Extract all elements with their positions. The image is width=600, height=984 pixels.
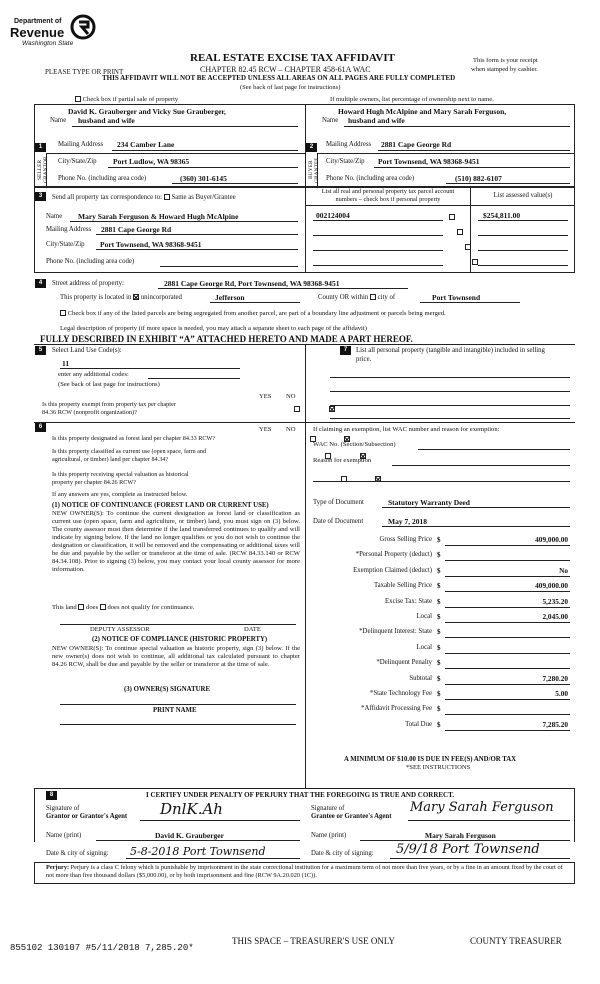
tax-line-rule	[445, 607, 570, 608]
doc-type: Statutory Warranty Deed	[388, 498, 470, 507]
seller-phone-label: Phone No. (including area code)	[58, 175, 147, 182]
seller-mailing-label: Mailing Address	[58, 141, 104, 148]
seller-name-label: Name	[50, 117, 67, 124]
tax-line-value: 7,285.20	[542, 719, 568, 729]
warning-line: THIS AFFIDAVIT WILL NOT BE ACCEPTED UNLESS ALL AREAS ON ALL PAGES ARE FULLY COMPLETED	[102, 74, 456, 82]
seller-city-label: City/State/Zip	[58, 158, 97, 165]
section-5-badge: 5	[35, 346, 46, 355]
land-qualifies[interactable]: This land does does not qualify for continuance.	[52, 604, 195, 611]
tax-line-dollar: $	[437, 690, 441, 698]
parcel-number: 002124004	[316, 211, 350, 220]
tax-line-label: Local	[416, 643, 432, 651]
grantee-name-label: Name (print)	[311, 832, 347, 839]
personal-prop-label-1: List all personal property (tangible and intangible) included in selling	[356, 347, 545, 354]
notice1-text: NEW OWNER(S): To continue the current designation as forest land or classification as current use (open space, farm and agriculture, or timber) land, you must sign on (3) below. The county assessor must then determine if the land transferred continues to qualify and will indicate by signing below. If the land no longer qualifies or you do not wish to continue the designation or classification, it will be removed and the compensating or additional taxes will be due and payable by the seller or transferor at the time of sale. (RCW 84.33.140 or RCW 84.34.108). Prior to signing (3) below, you may contact your local county assessor for more information.	[52, 510, 300, 573]
additional-codes: enter any additional codes:	[58, 371, 129, 378]
grantor-name: David K. Grauberger	[155, 831, 224, 840]
county-name: Jefferson	[215, 293, 245, 302]
print-name-label: PRINT NAME	[153, 707, 197, 714]
buyer-city: Port Townsend, WA 98368-9451	[378, 157, 480, 166]
s3-name-label: Name	[46, 213, 63, 220]
reason-label: Reason for exemption	[313, 457, 372, 464]
tax-line-rule	[445, 560, 570, 561]
page-subtitle: CHAPTER 82.45 RCW – CHAPTER 458-61A WAC	[200, 65, 371, 74]
seller-name-1: David K. Grauberger and Vicky Sue Grauberger,	[68, 107, 226, 116]
s3-mailing-label: Mailing Address	[46, 226, 92, 233]
s6-q2b: agricultural, or timber) land per chapter 84.34?	[52, 456, 169, 463]
tax-line-label: *Personal Property (deduct)	[355, 551, 432, 559]
doc-type-label: Type of Document	[313, 499, 364, 506]
doc-date: May 7, 2018	[388, 517, 427, 526]
s3-phone-label: Phone No. (including area code)	[46, 258, 135, 265]
seller-side-label: SELLER GRANTOR	[37, 156, 49, 184]
tax-line-dollar: $	[437, 536, 441, 544]
section-3-badge: 3	[35, 192, 46, 201]
tax-line-value: 5,235.20	[542, 596, 568, 606]
tax-line-dollar: $	[437, 597, 441, 606]
logo-line1: Department of	[14, 18, 62, 25]
wac-label: WAC No. (Section/Subsection)	[313, 441, 396, 448]
grantor-sig-label-1: Signature of	[46, 805, 80, 812]
tax-line-value: 7,280.20	[542, 673, 568, 683]
s5-yes: YES	[259, 393, 272, 400]
tax-line-dollar: $	[437, 582, 441, 591]
personal-prop-check-2[interactable]	[457, 229, 463, 235]
parcel-header-1: List all real and personal property tax parcel account	[321, 188, 455, 195]
minimum-note: A MINIMUM OF $10.00 IS DUE IN FEE(S) AND/OR TAX	[344, 756, 517, 763]
s3-city: Port Townsend, WA 98368-9451	[100, 240, 202, 249]
section-4-badge: 4	[35, 279, 46, 288]
s6-q2a: Is this property classified as current use (open space, farm and	[52, 448, 207, 455]
buyer-city-label: City/State/Zip	[326, 158, 365, 165]
tax-line-rule	[445, 730, 570, 731]
tax-line-rule	[445, 622, 570, 623]
tax-line-value: 409,000.00	[535, 535, 568, 544]
grantee-sig-label-1: Signature of	[311, 805, 345, 812]
tax-line-dollar: $	[437, 659, 441, 668]
assessed-value: $254,811.00	[483, 211, 521, 220]
notice2-text: NEW OWNER(S): To continue special valuation as historic property, sign (3) below. If the new owner(s) does not wish to continue, all additional tax calculated pursuant to chapter 84.26 RCW, shall be due and payable by the seller or transferor at the time of sale.	[52, 645, 300, 668]
s6-q3a: Is this property receiving special valuation as historical	[52, 471, 189, 478]
s6-no: NO	[286, 426, 296, 433]
city-name: Port Townsend	[432, 293, 481, 302]
s5-no: NO	[286, 393, 296, 400]
located-in[interactable]: This property is located in unincorporated	[60, 294, 182, 301]
grantor-signature: DnlK.Ah	[160, 800, 223, 818]
county-or-city[interactable]: County OR within city of	[318, 294, 396, 301]
grantor-sig-label-2: Grantor or Grantor's Agent	[46, 813, 128, 820]
land-use-label: Select Land Use Code(s):	[52, 347, 122, 354]
tax-line-dollar: $	[437, 643, 441, 652]
section-2-badge: 2	[306, 143, 317, 152]
grantee-sig-label-2: Grantee or Grantee's Agent	[311, 813, 392, 820]
buyer-side-label: BUYER GRANTEE	[308, 157, 320, 183]
perjury-body: Perjury is a class C felony which is punishable by imprisonment in the state correctional institution for a maximum term of not more than five years, or by a fine in an amount fixed by the court of not more than five thousand dollars ($5,000.00), or by both imprisonment and fine (RCW 9A.20.020 (1C)).	[46, 864, 563, 879]
grantor-name-label: Name (print)	[46, 832, 82, 839]
grantee-date-city: 5/9/18 Port Townsend	[396, 842, 540, 857]
tax-line-value: 5.00	[555, 689, 568, 698]
tax-line-label: Total Due	[405, 720, 432, 728]
see-back-header: (See back of last page for instructions)	[240, 84, 341, 91]
logo-line3: Washington State	[22, 40, 74, 47]
seller-phone: (360) 301-6145	[180, 174, 227, 183]
tax-line-label: Subtotal	[409, 674, 432, 682]
tax-line-label: *State Technology Fee	[369, 690, 432, 697]
tax-line-label: *Affidavit Processing Fee	[361, 705, 432, 713]
treasurer-use: THIS SPACE – TREASURER'S USE ONLY	[232, 936, 396, 946]
certify-line: I CERTIFY UNDER PENALTY OF PERJURY THAT THE FOREGOING IS TRUE AND CORRECT.	[146, 791, 455, 799]
logo-line2: Revenue	[10, 25, 65, 40]
tax-line-rule	[445, 591, 570, 592]
grantee-name: Mary Sarah Ferguson	[425, 831, 496, 840]
grantee-signature: Mary Sarah Ferguson	[410, 800, 554, 815]
tax-line-label: *Delinquent Interest: State	[359, 628, 432, 636]
tax-line-value: 2,045.00	[542, 612, 568, 621]
exempt-q2: 84.36 RCW (nonprofit organization)?	[42, 409, 137, 416]
deputy-assessor: DEPUTY ASSESSOR	[90, 626, 150, 633]
please-type: PLEASE TYPE OR PRINT	[45, 68, 124, 76]
tax-line-label: Exemption Claimed (deduct)	[353, 566, 432, 574]
tax-line-value: 409,000.00	[535, 581, 568, 591]
tax-line-label: Taxable Selling Price	[373, 582, 432, 590]
tax-line-label: Gross Selling Price	[379, 536, 432, 543]
tax-line-label: Local	[416, 613, 432, 620]
personal-prop-check-1[interactable]	[449, 214, 455, 220]
tax-line-dollar: $	[437, 674, 441, 683]
buyer-phone-label: Phone No. (including area code)	[326, 175, 415, 182]
tax-line-dollar: $	[437, 551, 441, 560]
receipt-note-1: This form is your receipt	[473, 57, 538, 64]
buyer-mailing: 2881 Cape George Rd	[381, 140, 452, 149]
seller-city: Port Ludlow, WA 98365	[113, 157, 190, 166]
perjury-label: Perjury:	[46, 864, 70, 871]
seller-name-2: husband and wife	[78, 116, 135, 125]
grantor-date-label: Date & city of signing:	[46, 850, 109, 857]
buyer-name-label: Name	[322, 117, 339, 124]
tax-line-value: No	[559, 565, 568, 575]
buyer-phone: (510) 882-6107	[455, 174, 502, 183]
buyer-mailing-label: Mailing Address	[326, 141, 372, 148]
section-6-badge: 6	[35, 423, 46, 432]
land-use-code: 11	[62, 359, 70, 368]
tax-line-rule	[445, 699, 570, 700]
s3-city-label: City/State/Zip	[46, 241, 85, 248]
personal-prop-label-2: price.	[356, 356, 372, 363]
tax-line-rule	[445, 576, 570, 577]
tax-line-dollar: $	[437, 628, 441, 637]
cashier-stamp: 855102 130107 #5/11/2018 7,285.20*	[10, 943, 194, 953]
deputy-date: DATE	[244, 626, 261, 633]
owner-signature-label: (3) OWNER(S) SIGNATURE	[124, 686, 210, 693]
page-title: REAL ESTATE EXCISE TAX AFFIDAVIT	[190, 52, 395, 64]
legal-label: Legal description of property (if more space is needed, you may attach a separate sheet to each page of the affidavit)	[60, 325, 367, 332]
section-8-badge: 8	[46, 791, 57, 800]
parcel-header-2: numbers – check box if personal property	[335, 196, 441, 203]
tax-line-rule	[445, 653, 570, 654]
segregated-check[interactable]: Check box if any of the listed parcels are being segregated from another parcel, are part of a boundary line adjustment or parcels being merged.	[60, 310, 446, 317]
exempt-yes-check[interactable]	[294, 406, 300, 412]
s6-q3b: property per chapter 84.26 RCW?	[52, 479, 137, 486]
partial-sale-check[interactable]: Check box if partial sale of property	[75, 96, 178, 103]
multiple-owners-note: If multiple owners, list percentage of ownership next to name.	[330, 96, 494, 103]
s6-q1: Is this property designated as forest land per chapter 84.33 RCW?	[52, 435, 216, 442]
street-address: 2881 Cape George Rd, Port Townsend, WA 98368-9451	[164, 279, 340, 288]
tax-line-dollar: $	[437, 613, 441, 621]
logo-swirl-icon	[70, 14, 96, 40]
exempt-q1: Is this property exempt from property tax per chapter	[42, 401, 176, 408]
perjury-text	[46, 864, 570, 880]
personal-prop-check-3[interactable]	[465, 244, 471, 250]
s3-mailing: 2881 Cape George Rd	[101, 225, 172, 234]
tax-line-rule	[445, 545, 570, 546]
personal-prop-check-4[interactable]	[472, 259, 478, 265]
s6-if-yes: If any answers are yes, complete as instructed below.	[52, 491, 188, 498]
send-correspondence[interactable]: Send all property tax correspondence to: Same as Buyer/Grantee	[52, 194, 236, 201]
assessed-header: List assessed value(s)	[493, 192, 553, 199]
tax-line-rule	[445, 684, 570, 685]
street-label: Street address of property:	[52, 280, 124, 287]
buyer-name-1: Howard Hugh McAlpine and Mary Sarah Ferguson,	[338, 107, 507, 116]
exemption-label: If claiming an exemption, list WAC number and reason for exemption:	[313, 426, 500, 433]
exempt-no-check[interactable]	[329, 406, 335, 412]
tax-line-label: *Delinquent Penalty	[376, 659, 432, 667]
notice2-title: (2) NOTICE OF COMPLIANCE (HISTORIC PROPERTY)	[92, 636, 268, 643]
buyer-name-2: husband and wife	[348, 116, 405, 125]
grantor-date-city: 5-8-2018 Port Townsend	[130, 845, 266, 858]
tax-line-dollar: $	[437, 705, 441, 714]
tax-line-rule	[445, 714, 570, 715]
tax-line-dollar: $	[437, 720, 441, 729]
legal-description: FULLY DESCRIBED IN EXHIBIT “A” ATTACHED HERETO AND MADE A PART HEREOF.	[40, 334, 413, 344]
section-7-badge: 7	[340, 346, 351, 355]
tax-line-rule	[445, 668, 570, 669]
tax-line-dollar: $	[437, 566, 441, 575]
tax-line-label: Excise Tax: State	[385, 597, 432, 605]
section-1-badge: 1	[35, 143, 46, 152]
seller-mailing: 234 Camber Lane	[117, 140, 175, 149]
tax-line-rule	[445, 637, 570, 638]
notice1-title: (1) NOTICE OF CONTINUANCE (FOREST LAND OR CURRENT USE)	[52, 502, 269, 509]
receipt-note-2: when stamped by cashier.	[471, 66, 538, 73]
s6-yes: YES	[259, 426, 272, 433]
s3-name: Mary Sarah Ferguson & Howard Hugh McAlpine	[78, 212, 239, 221]
see-instructions: *SEE INSTRUCTIONS	[406, 764, 471, 771]
county-treasurer: COUNTY TREASURER	[470, 936, 562, 946]
grantee-date-label: Date & city of signing:	[311, 850, 374, 857]
s5-see-back: (See back of last page for instructions)	[58, 381, 160, 388]
doc-date-label: Date of Document	[313, 518, 364, 525]
